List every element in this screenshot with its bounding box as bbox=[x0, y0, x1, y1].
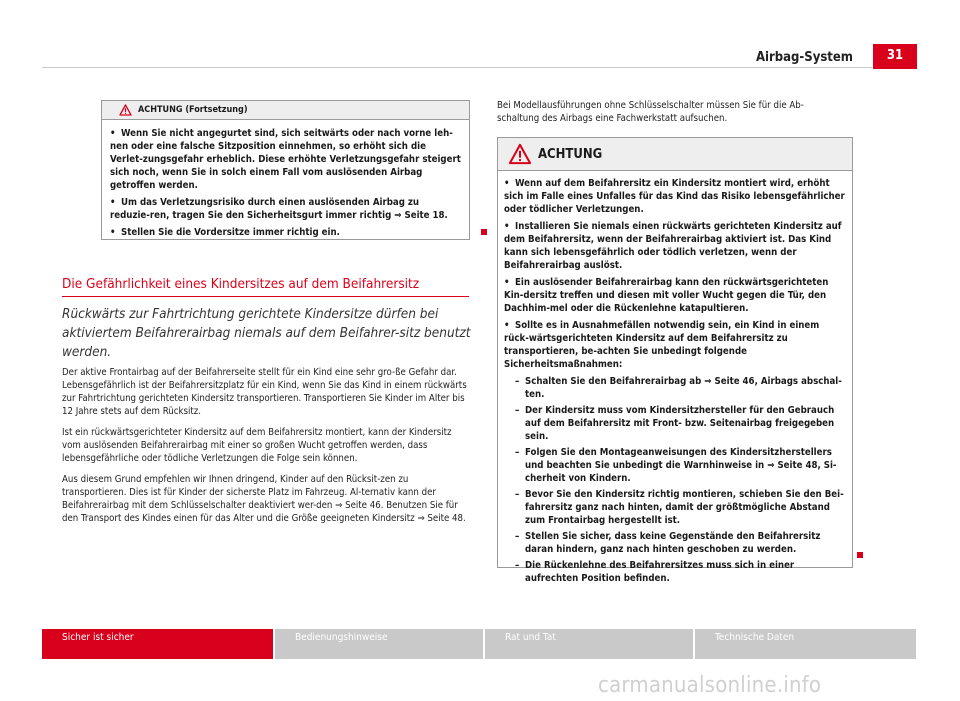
watermark: carmanualsonline.info bbox=[598, 673, 822, 698]
warning-caption-bar bbox=[498, 138, 852, 171]
warning-caption: ACHTUNG (Fortsetzung) bbox=[138, 105, 248, 115]
list-item: • Sollte es in Ausnahmefällen notwendig sein, ein Kind in einem rück-wärtsgerichteten Kindersitz auf dem Beifahrersitz zu transportieren, be-achten Sie unbedingt folgende Sicherheitsmaßnahmen: bbox=[504, 320, 820, 370]
page-header-title: Airbag-System bbox=[755, 50, 853, 65]
sub-list-item: – Stellen Sie sicher, dass keine Gegenstände den Beifahrersitz daran hindern, ganz nach hinten geschoben zu werden. bbox=[515, 531, 821, 555]
footer-tab-sicher[interactable]: Sicher ist sicher bbox=[42, 629, 273, 659]
header-rule bbox=[42, 67, 872, 68]
sub-list-item: – Die Rückenlehne des Beifahrersitzes muss sich in einer aufrechten Position befinden. bbox=[515, 560, 795, 584]
list-item: • Um das Verletzungsrisiko durch einen auslösenden Airbag zu reduzie-ren, tragen Sie den Sicherheitsgurt immer richtig ⇒ Seite 18. bbox=[110, 197, 448, 221]
end-marker bbox=[481, 229, 487, 235]
section-heading-rule bbox=[62, 296, 469, 297]
footer-tab-rat-und-tat[interactable]: Rat und Tat bbox=[483, 629, 693, 659]
sub-list-item: – Folgen Sie den Montageanweisungen des Kindersitzherstellers und beachten Sie unbedingt die Warnhinweise in ⇒ Seite 48, Si-cherheit von Kindern. bbox=[515, 447, 837, 484]
end-marker bbox=[857, 552, 863, 558]
paragraph: Aus diesem Grund empfehlen wir Ihnen dringend, Kinder auf den Rücksit-zen zu transportieren. Dies ist für Kinder der sicherste Platz im Fahrzeug. Al-ternativ kann der Beifahrerairbag mit dem Schlüsselschalter deaktiviert wer-den ⇒ Seite 46. Benutzen Sie für den Transport des Kindes einen für das Alter und die Größe geeigneten Kindersitz ⇒ Seite 48. bbox=[62, 474, 466, 524]
list-item: • Wenn Sie nicht angegurtet sind, sich seitwärts oder nach vorne leh-nen oder eine falsche Sitzposition einnehmen, so erhöht sich die Verlet-zungsgefahr erheblich. Diese erhöhte Verletzungsgefahr steigert sich noch, wenn Sie in solch einem Fall vom auslösenden Airbag getroffen werden. bbox=[110, 128, 461, 191]
list-item: • Stellen Sie die Vordersitze immer richtig ein. bbox=[110, 227, 340, 238]
sub-list-item: – Bevor Sie den Kindersitz richtig montieren, schieben Sie den Bei-fahrersitz ganz nach hinten, damit der größtmögliche Abstand zum Frontairbag hergestellt ist. bbox=[515, 489, 844, 526]
sub-list-item: – Schalten Sie den Beifahrerairbag ab ⇒ Seite 46, Airbags abschal-ten. bbox=[515, 376, 842, 400]
warning-triangle-icon bbox=[508, 143, 532, 165]
list-item: • Wenn auf dem Beifahrersitz ein Kindersitz montiert wird, erhöht sich im Falle eines Unfalles für das Kind das Risiko lebensgefährlicher oder tödlicher Verletzungen. bbox=[504, 178, 845, 215]
paragraph: Der aktive Frontairbag auf der Beifahrerseite stellt für ein Kind eine sehr gro-ße Gefahr dar. Lebensgefährlich ist der Beifahrersitzplatz für ein Kind, wenn Sie das Kind in einem rückwärts zur Fahrtrichtung gerichteten Kindersitz transportieren. Transportieren Sie Kinder im Alter bis 12 Jahre stets auf dem Rücksitz. bbox=[62, 367, 467, 417]
warning-caption-bar bbox=[102, 101, 469, 120]
footer-tab-bedienungshinweise[interactable]: Bedienungshinweise bbox=[273, 629, 483, 659]
footer-nav bbox=[42, 629, 916, 659]
warning-box bbox=[497, 137, 853, 584]
footer-tab-technische-daten[interactable]: Technische Daten bbox=[693, 629, 916, 659]
header-rule-accent bbox=[873, 67, 917, 69]
warning-triangle-icon bbox=[119, 104, 132, 116]
list-item: • Installieren Sie niemals einen rückwärts gerichteten Kindersitz auf dem Beifahrersitz, wenn der Beifahrerairbag aktiviert ist. Das Kind kann sich lebensgefährlich oder tödlich verletzen, wenn der Beifahrerairbag auslöst. bbox=[504, 221, 842, 271]
warning-caption: ACHTUNG bbox=[538, 146, 603, 162]
section-body bbox=[62, 366, 472, 533]
paragraph: Ist ein rückwärtsgerichteter Kindersitz auf dem Beifahrersitz montiert, kann der Kindersitz vom auslösenden Beifahrerairbag mit einer so großen Wucht getroffen werden, dass lebensgefährliche oder tödliche Verletzungen die Folge sein können. bbox=[62, 427, 452, 464]
right-intro: Bei Modellausführungen ohne Schlüsselschalter müssen Sie für die Ab-schaltung des Airbags eine Fachwerkstatt aufsuchen. bbox=[497, 100, 804, 124]
page-number: 31 bbox=[873, 44, 917, 68]
sub-list-item: – Der Kindersitz muss vom Kindersitzhersteller für den Gebrauch auf dem Beifahrersitz mit Front- bzw. Seitenairbag freigegeben sein. bbox=[515, 405, 835, 442]
section-lead: Rückwärts zur Fahrtrichtung gerichtete Kindersitze dürfen bei aktiviertem Beifahrerairbag niemals auf dem Beifahrer-sitz benutzt werden. bbox=[62, 306, 471, 360]
list-item: • Ein auslösender Beifahrerairbag kann den rückwärtsgerichteten Kin-dersitz treffen und diesen mit voller Wucht gegen die Tür, den Dachhim-mel oder die Rückenlehne katapultieren. bbox=[504, 277, 829, 314]
warning-box-continued bbox=[101, 100, 470, 240]
section-heading: Die Gefährlichkeit eines Kindersitzes auf dem Beifahrersitz bbox=[62, 276, 420, 292]
